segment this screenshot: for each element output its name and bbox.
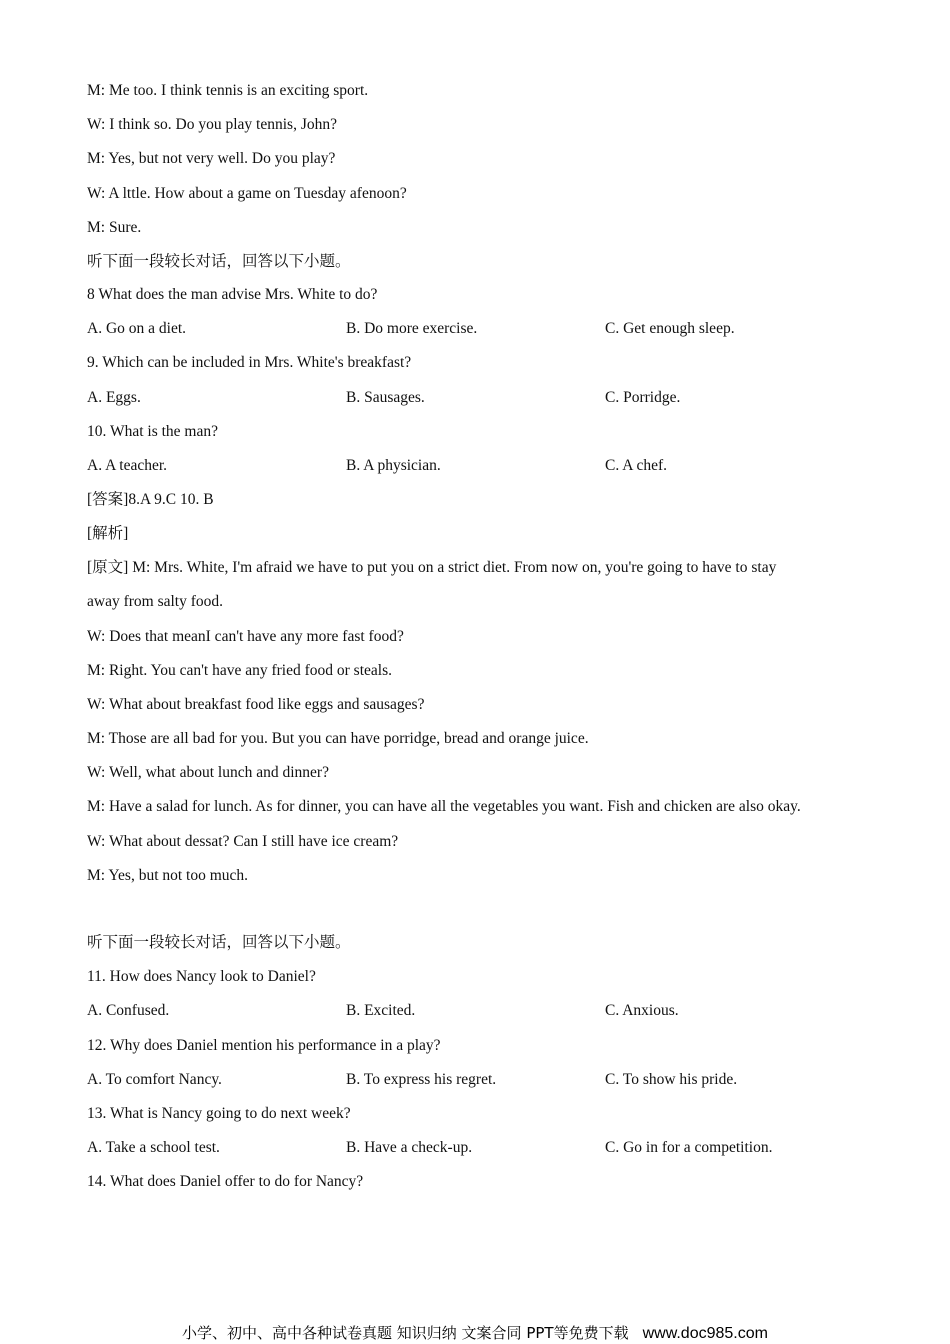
option-a: A. Go on a diet. (87, 320, 187, 337)
option-b: B. Do more exercise. (346, 320, 478, 337)
dialogue-line: M: Yes, but not very well. Do you play? (87, 150, 336, 167)
footer-text: 小学、初中、高中各种试卷真题 知识归纳 文案合同 PPT等免费下载 (182, 1324, 629, 1342)
transcript-line: W: What about breakfast food like eggs and sausages? (87, 696, 425, 713)
footer-banner (0, 1322, 950, 1343)
option-a: A. Confused. (87, 1002, 170, 1019)
question-9: 9. Which can be included in Mrs. White's breakfast? (87, 354, 412, 371)
option-a: A. Eggs. (87, 389, 141, 406)
dialogue-line: W: A lttle. How about a game on Tuesday afenoon? (87, 185, 407, 202)
dialogue-line: M: Sure. (87, 219, 142, 236)
question-8: 8 What does the man advise Mrs. White to do? (87, 286, 378, 303)
section-instruction: 听下面一段较长对话，回答以下小题。 (87, 934, 351, 951)
dialogue-line: W: I think so. Do you play tennis, John? (87, 116, 337, 133)
section-instruction: 听下面一段较长对话，回答以下小题。 (87, 253, 351, 270)
option-b: B. To express his regret. (346, 1071, 497, 1088)
transcript-line: W: What about dessat? Can I still have ice cream? (87, 833, 399, 850)
analysis-label: [解析] (87, 525, 129, 542)
transcript-line: away from salty food. (87, 593, 224, 610)
option-b: B. Excited. (346, 1002, 416, 1019)
option-c: C. A chef. (605, 457, 667, 474)
option-a: A. To comfort Nancy. (87, 1071, 222, 1088)
dialogue-line: M: Me too. I think tennis is an exciting sport. (87, 82, 369, 99)
option-c: C. Get enough sleep. (605, 320, 735, 337)
question-11: 11. How does Nancy look to Daniel? (87, 968, 316, 985)
question-12: 12. Why does Daniel mention his performance in a play? (87, 1037, 441, 1054)
option-b: B. Have a check-up. (346, 1139, 473, 1156)
question-14: 14. What does Daniel offer to do for Nancy? (87, 1173, 364, 1190)
transcript-line: M: Have a salad for lunch. As for dinner, you can have all the vegetables you want. Fish and chicken are also okay. (87, 798, 801, 815)
footer-url-link[interactable]: www.doc985.com (642, 1325, 768, 1342)
option-a: A. Take a school test. (87, 1139, 220, 1156)
question-13: 13. What is Nancy going to do next week? (87, 1105, 351, 1122)
option-a: A. A teacher. (87, 457, 168, 474)
option-c: C. Porridge. (605, 389, 681, 406)
option-b: B. A physician. (346, 457, 441, 474)
transcript-line: W: Well, what about lunch and dinner? (87, 764, 329, 781)
transcript-line: M: Right. You can't have any fried food or steals. (87, 662, 392, 679)
option-c: C. Anxious. (605, 1002, 679, 1019)
transcript-line: M: Those are all bad for you. But you can have porridge, bread and orange juice. (87, 730, 589, 747)
option-c: C. Go in for a competition. (605, 1139, 773, 1156)
transcript-line: M: Yes, but not too much. (87, 867, 249, 884)
option-b: B. Sausages. (346, 389, 425, 406)
transcript-line: W: Does that meanI can't have any more fast food? (87, 628, 404, 645)
option-c: C. To show his pride. (605, 1071, 738, 1088)
answer-key: [答案]8.A 9.C 10. B (87, 491, 214, 508)
transcript-line: [原文] M: Mrs. White, I'm afraid we have to put you on a strict diet. From now on, you're going to have to stay (87, 559, 777, 576)
question-10: 10. What is the man? (87, 423, 219, 440)
